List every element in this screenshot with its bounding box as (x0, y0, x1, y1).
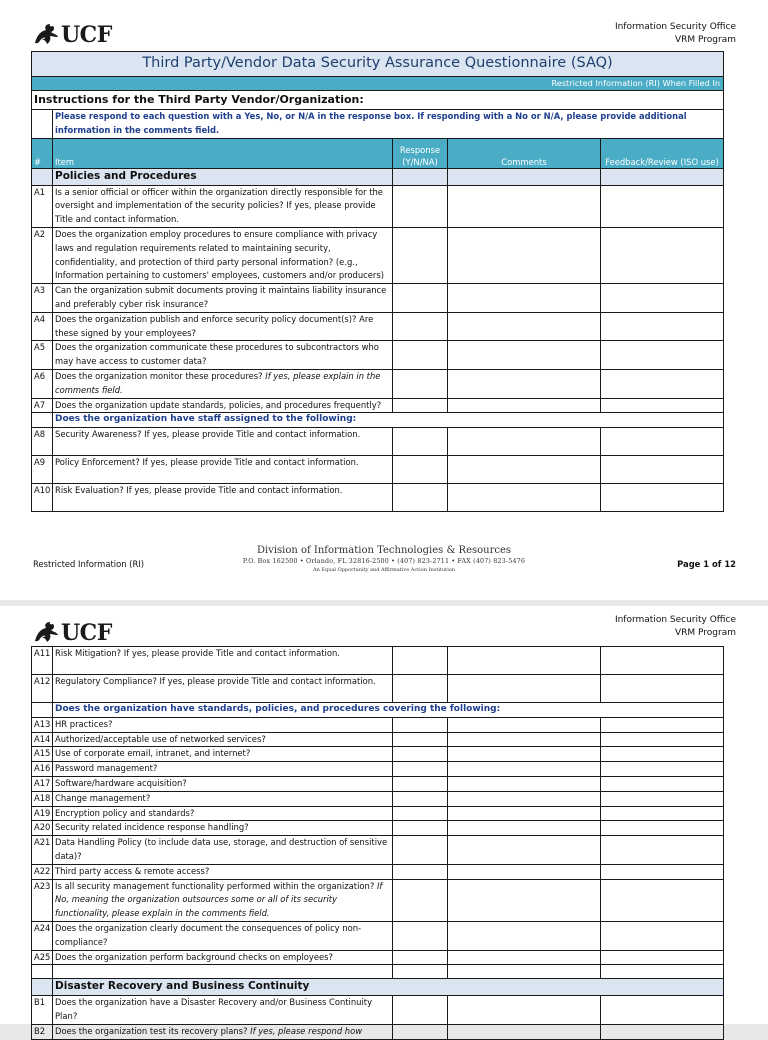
table-row (32, 732, 724, 747)
comments-cell[interactable] (448, 791, 601, 806)
row-item: Encryption policy and standards? (53, 806, 393, 821)
feedback-cell (601, 864, 724, 879)
table-row (32, 484, 724, 512)
row-id: A3 (32, 284, 53, 313)
comments-cell[interactable] (448, 312, 601, 341)
table-row (32, 879, 724, 921)
feedback-cell (601, 996, 724, 1025)
row-id: B2 (32, 1024, 53, 1039)
row-item: Third party access & remote access? (53, 864, 393, 879)
col-comments: Comments (448, 138, 601, 168)
office-name: Information Security Office (614, 615, 736, 625)
response-cell[interactable] (393, 1024, 448, 1039)
row-item: Change management? (53, 791, 393, 806)
row-item: Does the organization test its recovery plans? If yes, please respond how (53, 1024, 393, 1039)
row-id: B1 (32, 996, 53, 1025)
row-id: A25 (32, 950, 53, 965)
document-page-2 (0, 606, 768, 1036)
comments-cell[interactable] (448, 732, 601, 747)
table-row (32, 1024, 724, 1039)
response-cell[interactable] (393, 879, 448, 921)
response-cell[interactable] (393, 398, 448, 413)
response-cell[interactable] (393, 732, 448, 747)
row-id: A20 (32, 821, 53, 836)
table-row (32, 647, 724, 675)
table-row (32, 864, 724, 879)
feedback-cell (601, 950, 724, 965)
comments-cell[interactable] (448, 341, 601, 370)
table-row (32, 398, 724, 413)
restricted-banner: Restricted Information (RI) When Filled In (32, 77, 724, 91)
response-cell[interactable] (393, 312, 448, 341)
comments-cell[interactable] (448, 484, 601, 512)
comments-cell[interactable] (448, 1024, 601, 1039)
row-id: A23 (32, 879, 53, 921)
row-item: Does the organization employ procedures to ensure compliance with privacy laws and regulation requirements related to maintaining security, confidentiality, and protection of third party personal information? (e.g., Information pertaining to customers' employees, customers and/or producers) (53, 227, 393, 283)
feedback-cell (601, 921, 724, 950)
response-cell[interactable] (393, 484, 448, 512)
comments-cell[interactable] (448, 227, 601, 283)
response-cell[interactable] (393, 950, 448, 965)
office-block-page2 (615, 614, 736, 640)
row-id: A4 (32, 312, 53, 341)
comments-cell[interactable] (448, 996, 601, 1025)
feedback-cell (601, 717, 724, 732)
col-response: Response (Y/N/NA) (393, 138, 448, 168)
response-cell[interactable] (393, 369, 448, 398)
response-cell[interactable] (393, 864, 448, 879)
comments-cell[interactable] (448, 647, 601, 675)
response-cell[interactable] (393, 428, 448, 456)
table-row (32, 717, 724, 732)
col-feedback: Feedback/Review (ISO use) (601, 138, 724, 168)
comments-cell[interactable] (448, 821, 601, 836)
row-item: Use of corporate email, intranet, and internet? (53, 747, 393, 762)
row-item: Security related incidence response handling? (53, 821, 393, 836)
row-item: Policy Enforcement? If yes, please provide Title and contact information. (53, 456, 393, 484)
table-row (32, 806, 724, 821)
row-id: A21 (32, 836, 53, 865)
feedback-cell (601, 398, 724, 413)
row-id: A10 (32, 484, 53, 512)
response-cell[interactable] (393, 717, 448, 732)
comments-cell[interactable] (448, 836, 601, 865)
response-cell[interactable] (393, 675, 448, 703)
footer-contact: P.O. Box 162500 • Orlando, FL 32816-2500 • (407) 823-2711 • FAX (407) 823-5476 (242, 558, 526, 565)
row-item: Authorized/acceptable use of networked services? (53, 732, 393, 747)
row-id: A2 (32, 227, 53, 283)
response-cell[interactable] (393, 821, 448, 836)
response-cell[interactable] (393, 762, 448, 777)
document-title: Third Party/Vendor Data Security Assurance Questionnaire (SAQ) (32, 52, 724, 77)
feedback-cell (601, 456, 724, 484)
row-item: Does the organization monitor these procedures? If yes, please explain in the comments field. (53, 369, 393, 398)
row-item: Software/hardware acquisition? (53, 776, 393, 791)
table-row (32, 950, 724, 965)
row-id: A1 (32, 185, 53, 227)
table-row (32, 341, 724, 370)
comments-cell[interactable] (448, 747, 601, 762)
footer-restricted: Restricted Information (RI) (33, 559, 144, 569)
program-name: VRM Program (674, 628, 736, 638)
feedback-cell (601, 776, 724, 791)
questionnaire-table-2 (31, 646, 724, 1040)
comments-cell[interactable] (448, 776, 601, 791)
feedback-cell (601, 879, 724, 921)
response-cell[interactable] (393, 806, 448, 821)
response-cell[interactable] (393, 227, 448, 283)
comments-cell[interactable] (448, 717, 601, 732)
row-item: Can the organization submit documents proving it maintains liability insurance and preferably cyber risk insurance? (53, 284, 393, 313)
instructions-title: Instructions for the Third Party Vendor/Organization: (32, 91, 724, 110)
column-header-row (32, 138, 724, 168)
table-row (32, 428, 724, 456)
response-cell[interactable] (393, 776, 448, 791)
comments-cell[interactable] (448, 806, 601, 821)
comments-cell[interactable] (448, 950, 601, 965)
response-cell[interactable] (393, 341, 448, 370)
col-item: Item (53, 138, 393, 168)
feedback-cell (601, 284, 724, 313)
feedback-cell (601, 185, 724, 227)
feedback-cell (601, 369, 724, 398)
row-id: A17 (32, 776, 53, 791)
feedback-cell (601, 1024, 724, 1039)
row-item: Risk Evaluation? If yes, please provide Title and contact information. (53, 484, 393, 512)
row-id: A7 (32, 398, 53, 413)
response-cell[interactable] (393, 185, 448, 227)
office-name: Information Security Office (614, 22, 736, 32)
comments-cell[interactable] (448, 864, 601, 879)
comments-cell[interactable] (448, 675, 601, 703)
comments-cell[interactable] (448, 921, 601, 950)
row-item: Does the organization update standards, policies, and procedures frequently? (53, 398, 393, 413)
comments-cell[interactable] (448, 284, 601, 313)
feedback-cell (601, 821, 724, 836)
table-row (32, 312, 724, 341)
table-row (32, 747, 724, 762)
comments-cell[interactable] (448, 185, 601, 227)
table-row (32, 675, 724, 703)
table-row (32, 791, 724, 806)
row-id: A6 (32, 369, 53, 398)
logo-text: UCF (61, 620, 112, 646)
feedback-cell (601, 312, 724, 341)
response-cell[interactable] (393, 284, 448, 313)
feedback-cell (601, 791, 724, 806)
row-item: Does the organization perform background checks on employees? (53, 950, 393, 965)
subheading-standards: Does the organization have standards, policies, and procedures covering the following: (53, 703, 724, 718)
col-number: # (32, 138, 53, 168)
row-id: A8 (32, 428, 53, 456)
feedback-cell (601, 484, 724, 512)
row-item: Does the organization communicate these procedures to subcontractors who may have access to customer data? (53, 341, 393, 370)
ucf-logo-page2 (33, 620, 112, 646)
page-footer (0, 545, 768, 585)
comments-cell[interactable] (448, 398, 601, 413)
row-id: A15 (32, 747, 53, 762)
row-id: A5 (32, 341, 53, 370)
feedback-cell (601, 647, 724, 675)
row-item: Password management? (53, 762, 393, 777)
row-id: A14 (32, 732, 53, 747)
comments-cell[interactable] (448, 762, 601, 777)
footer-eeo: An Equal Opportunity and Affirmative Action Institution (312, 567, 456, 573)
response-cell[interactable] (393, 456, 448, 484)
table-row (32, 821, 724, 836)
row-id: A16 (32, 762, 53, 777)
table-row (32, 762, 724, 777)
table-row (32, 227, 724, 283)
logo-text: UCF (61, 22, 112, 48)
feedback-cell (601, 836, 724, 865)
table-row (32, 921, 724, 950)
row-item: Does the organization publish and enforce security policy document(s)? Are these signed by your employees? (53, 312, 393, 341)
page-number: Page 1 of 12 (677, 559, 736, 569)
feedback-cell (601, 762, 724, 777)
row-id: A13 (32, 717, 53, 732)
row-item: Data Handling Policy (to include data use, storage, and destruction of sensitive data)? (53, 836, 393, 865)
row-item: HR practices? (53, 717, 393, 732)
feedback-cell (601, 341, 724, 370)
section-policies: Policies and Procedures (53, 168, 393, 185)
feedback-cell (601, 806, 724, 821)
comments-cell[interactable] (448, 369, 601, 398)
response-cell[interactable] (393, 836, 448, 865)
row-id: A11 (32, 647, 53, 675)
response-cell[interactable] (393, 791, 448, 806)
row-id: A19 (32, 806, 53, 821)
instructions-text: Please respond to each question with a Yes, No, or N/A in the response box. If responding with a No or N/A, please provide additional information in the comments field. (53, 110, 724, 139)
row-id: A18 (32, 791, 53, 806)
feedback-cell (601, 428, 724, 456)
ucf-logo (33, 22, 112, 48)
comments-cell[interactable] (448, 456, 601, 484)
table-row (32, 284, 724, 313)
office-block (615, 21, 736, 47)
subheading-staff: Does the organization have staff assigned to the following: (53, 413, 724, 428)
row-item: Risk Mitigation? If yes, please provide Title and contact information. (53, 647, 393, 675)
row-item: Is all security management functionality performed within the organization? If No, meaning the organization outsources some or all of its security functionality, please explain in the comments field. (53, 879, 393, 921)
row-id: A9 (32, 456, 53, 484)
table-row (32, 996, 724, 1025)
response-cell[interactable] (393, 647, 448, 675)
program-name: VRM Program (674, 35, 736, 45)
table-row (32, 185, 724, 227)
feedback-cell (601, 732, 724, 747)
response-cell[interactable] (393, 747, 448, 762)
comments-cell[interactable] (448, 879, 601, 921)
response-cell[interactable] (393, 921, 448, 950)
row-id: A22 (32, 864, 53, 879)
feedback-cell (601, 675, 724, 703)
pegasus-icon (33, 621, 59, 645)
row-id: A12 (32, 675, 53, 703)
response-cell[interactable] (393, 996, 448, 1025)
table-row (32, 776, 724, 791)
table-row (32, 836, 724, 865)
comments-cell[interactable] (448, 428, 601, 456)
footer-address (188, 545, 580, 574)
table-row (32, 456, 724, 484)
pegasus-icon (33, 23, 59, 47)
row-id: A24 (32, 921, 53, 950)
row-item: Does the organization clearly document the consequences of policy non-compliance? (53, 921, 393, 950)
feedback-cell (601, 227, 724, 283)
footer-division: Division of Information Technologies & Resources (256, 545, 512, 556)
row-item: Regulatory Compliance? If yes, please provide Title and contact information. (53, 675, 393, 703)
feedback-cell (601, 747, 724, 762)
table-row (32, 369, 724, 398)
row-item: Security Awareness? If yes, please provide Title and contact information. (53, 428, 393, 456)
section-disaster-recovery: Disaster Recovery and Business Continuity (53, 979, 724, 996)
row-item: Does the organization have a Disaster Recovery and/or Business Continuity Plan? (53, 996, 393, 1025)
questionnaire-table-1 (31, 51, 724, 512)
row-item: Is a senior official or officer within the organization directly responsible for the oversight and implementation of the security policies? If yes, please provide Title and contact information. (53, 185, 393, 227)
